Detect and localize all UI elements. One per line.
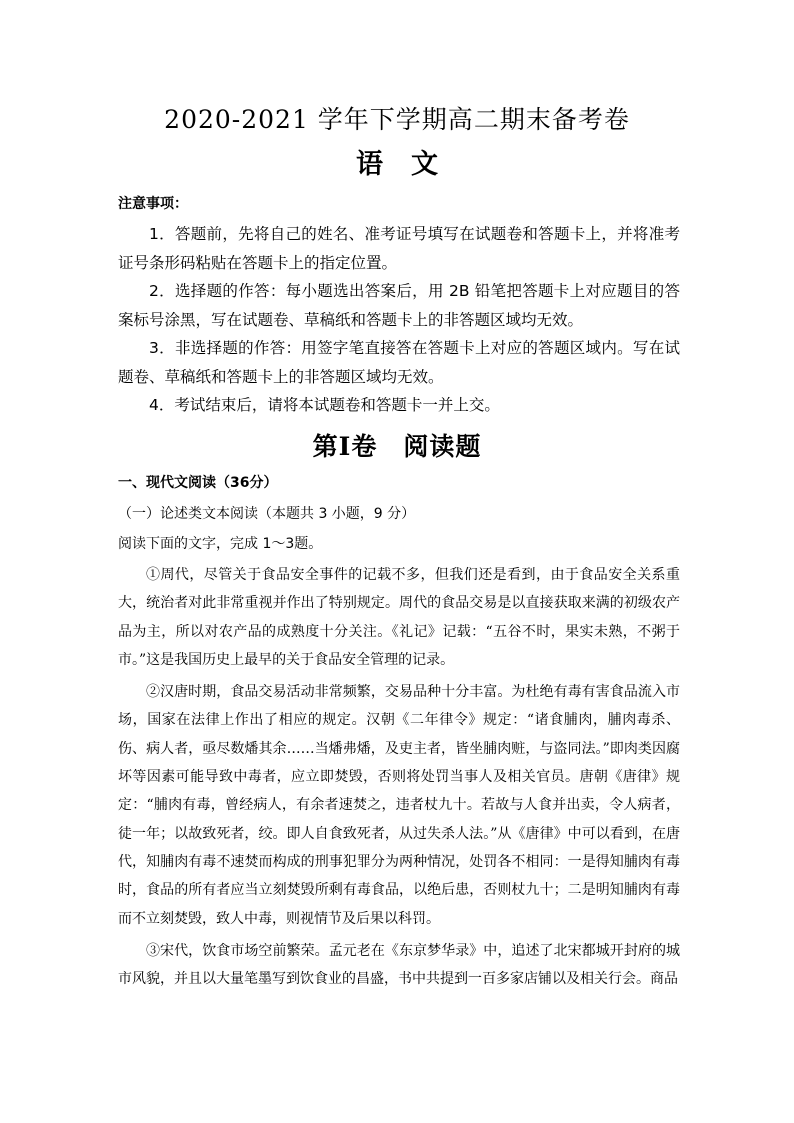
passage-paragraph: ①周代，尽管关于食品安全事件的记载不多，但我们还是看到，由于食品安全关系重大，统治者对此非常重视并作出了特别规定。周代的食品交易是以直接获取来满的初级农产品为主，所以对农产品的成熟度十分关注。《礼记》记载：“五谷不时，果实未熟，不粥于市。”这是我国历史上最早的关于食品安全管理的记录。 bbox=[118, 567, 680, 668]
sub-heading: （一）论述类文本阅读（本题共 3 小题，9 分） bbox=[118, 506, 416, 522]
note-item: 4．考试结束后，请将本试题卷和答题卡一并上交。 bbox=[149, 396, 500, 414]
notes-list bbox=[118, 220, 680, 420]
reading-instruction: 阅读下面的文字，完成 1～3题。 bbox=[118, 536, 323, 552]
section-title: 第Ⅰ卷 阅读题 bbox=[312, 432, 482, 461]
passage-paragraph: ②汉唐时期，食品交易活动非常频繁，交易品种十分丰富。为杜绝有毒有害食品流入市场，国家在法律上作出了相应的规定。汉朝《二年律令》规定：“诸食脯肉，脯肉毒杀、伤、病人者，亟尽数燔其余……当燔弗燔，及吏主者，皆坐脯肉赃，与盗同法。”即肉类因腐坏等因素可能导致中毒者，应立即焚毁，否则将处罚当事人及相关官员。唐朝《唐律》规定：“脯肉有毒，曾经病人，有余者速焚之，违者杖九十。若故与人食并出卖，令人病者，徒一年；以故致死者，绞。即人自食致死者，从过失杀人法。”从《唐律》中可以看到，在唐代，知脯肉有毒不速焚而构成的刑事犯罪分为两种情况，处罚各不相同：一是得知脯肉有毒时，食品的所有者应当立刻焚毁所剩有毒食品，以绝后患，否则杖九十；二是明知脯肉有毒而不立刻焚毁，致人中毒，则视情节及后果以科罚。 bbox=[118, 684, 680, 927]
passage-paragraph: ③宋代，饮食市场空前繁荣。孟元老在《东京梦华录》中，追述了北宋都城开封府的城市风貌，并且以大量笔墨写到饮食业的昌盛，书中共提到一百多家店铺以及相关行会。商品 bbox=[118, 942, 680, 988]
note-item: 2．选择题的作答：每小题选出答案后，用 2B 铅笔把答题卡上对应题目的答案标号涂黑，写在试题卷、草稿纸和答题卡上的非答题区域均无效。 bbox=[118, 282, 680, 329]
exam-title: 2020-2021 学年下学期高二期末备考卷 bbox=[164, 105, 630, 134]
note-item: 3．非选择题的作答：用签字笔直接答在答题卡上对应的答题区域内。写在试题卷、草稿纸和答题卡上的非答题区域均无效。 bbox=[118, 339, 680, 386]
subject-title: 语文 bbox=[356, 149, 466, 180]
note-item: 1．答题前，先将自己的姓名、准考证号填写在试题卷和答题卡上，并将准考证号条形码粘贴在答题卡上的指定位置。 bbox=[118, 225, 680, 272]
part-heading: 一、现代文阅读（36分） bbox=[118, 475, 278, 491]
reading-passage bbox=[118, 561, 680, 993]
notes-heading: 注意事项： bbox=[118, 196, 188, 212]
